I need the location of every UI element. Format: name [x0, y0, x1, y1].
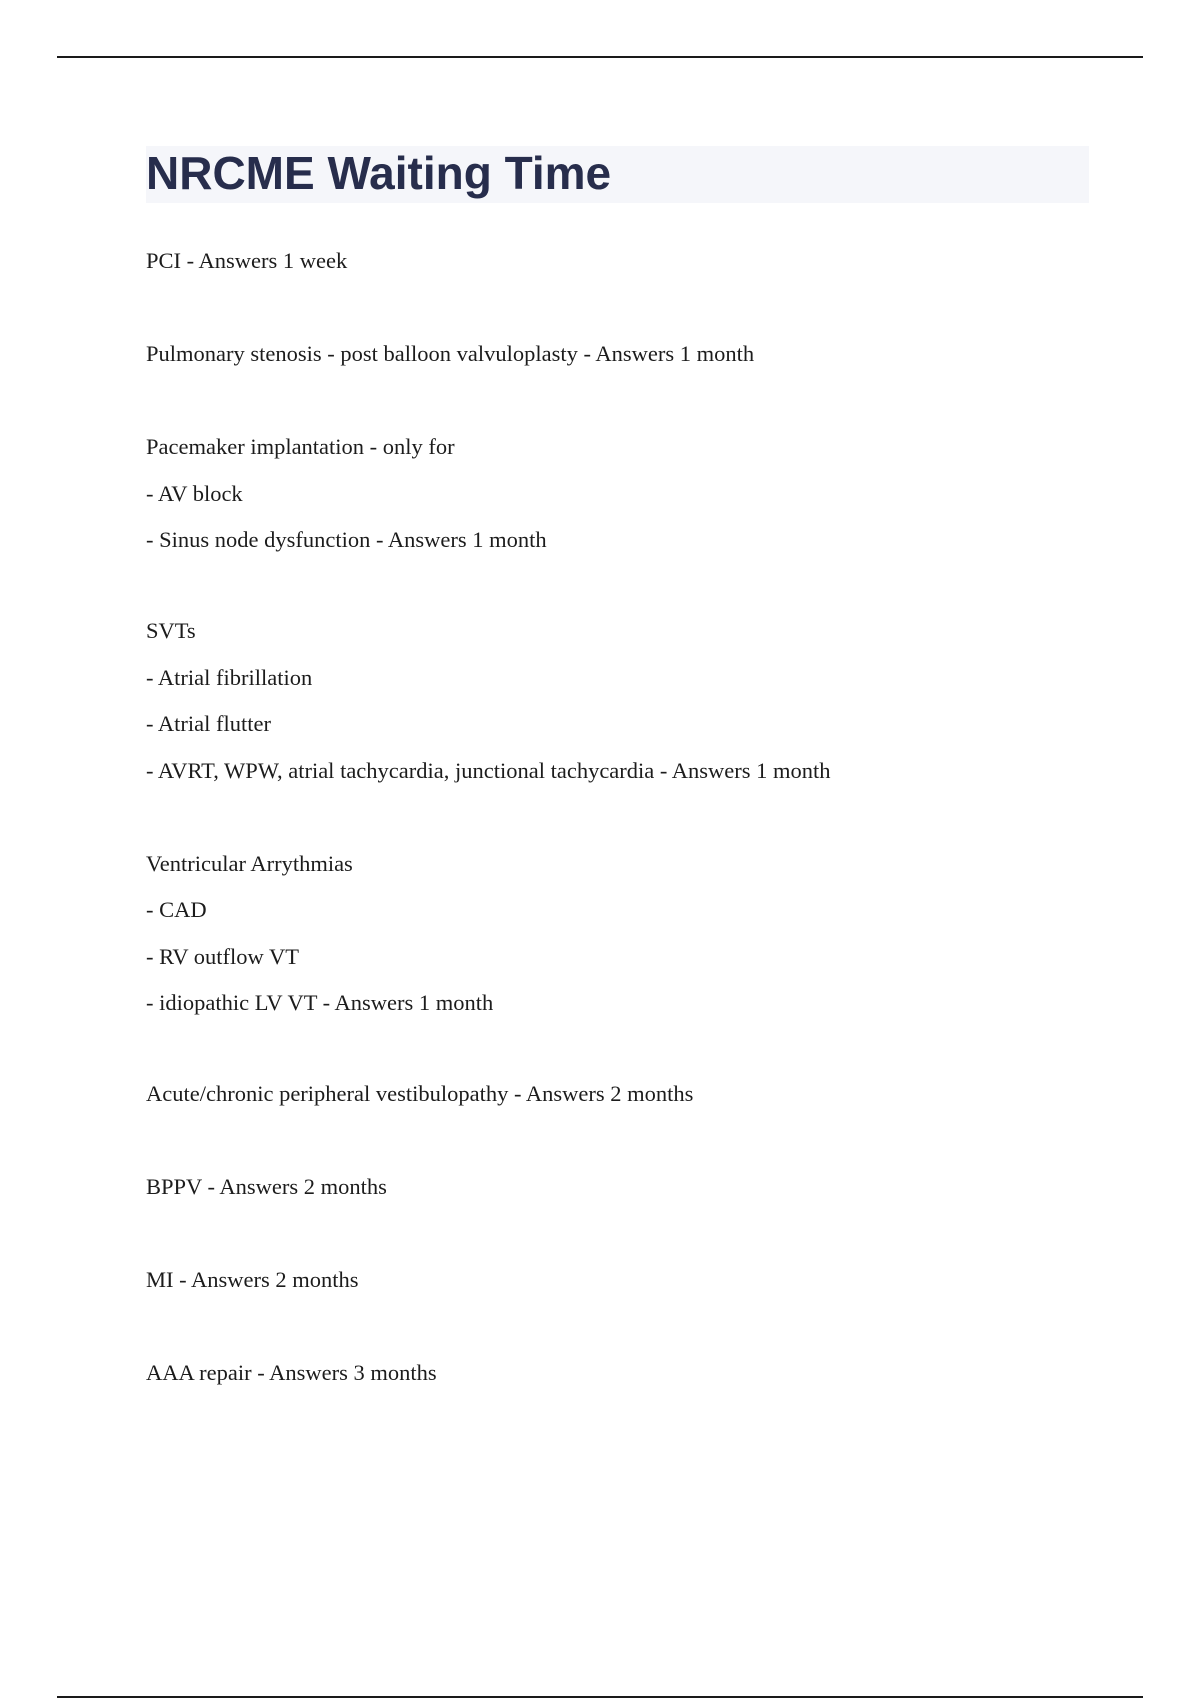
entry-pci: PCI - Answers 1 week [146, 248, 348, 273]
entry-mi: MI - Answers 2 months [146, 1267, 359, 1292]
page-title: NRCME Waiting Time [146, 147, 612, 199]
entry-svts-item: - Atrial fibrillation [146, 665, 313, 690]
entry-ventricular-item: - CAD [146, 897, 207, 922]
entry-svts-item: - AVRT, WPW, atrial tachycardia, junctional tachycardia - Answers 1 month [146, 758, 831, 783]
entry-pacemaker-heading: Pacemaker implantation - only for [146, 434, 455, 459]
entry-ventricular-item: - idiopathic LV VT - Answers 1 month [146, 990, 494, 1015]
entry-aaa-repair: AAA repair - Answers 3 months [146, 1360, 437, 1385]
entry-ventricular-item: - RV outflow VT [146, 944, 299, 969]
entry-svts-heading: SVTs [146, 618, 196, 643]
entry-ventricular-heading: Ventricular Arrythmias [146, 851, 353, 876]
entry-svts-item: - Atrial flutter [146, 711, 271, 736]
entry-pulmonary-stenosis: Pulmonary stenosis - post balloon valvuloplasty - Answers 1 month [146, 341, 755, 366]
entry-vestibulopathy: Acute/chronic peripheral vestibulopathy - Answers 2 months [146, 1081, 694, 1106]
entry-bppv: BPPV - Answers 2 months [146, 1174, 387, 1199]
entry-pacemaker-item: - AV block [146, 481, 243, 506]
header-rule [57, 56, 1143, 58]
entry-pacemaker-item: - Sinus node dysfunction - Answers 1 month [146, 527, 547, 552]
footer-rule [57, 1696, 1143, 1698]
